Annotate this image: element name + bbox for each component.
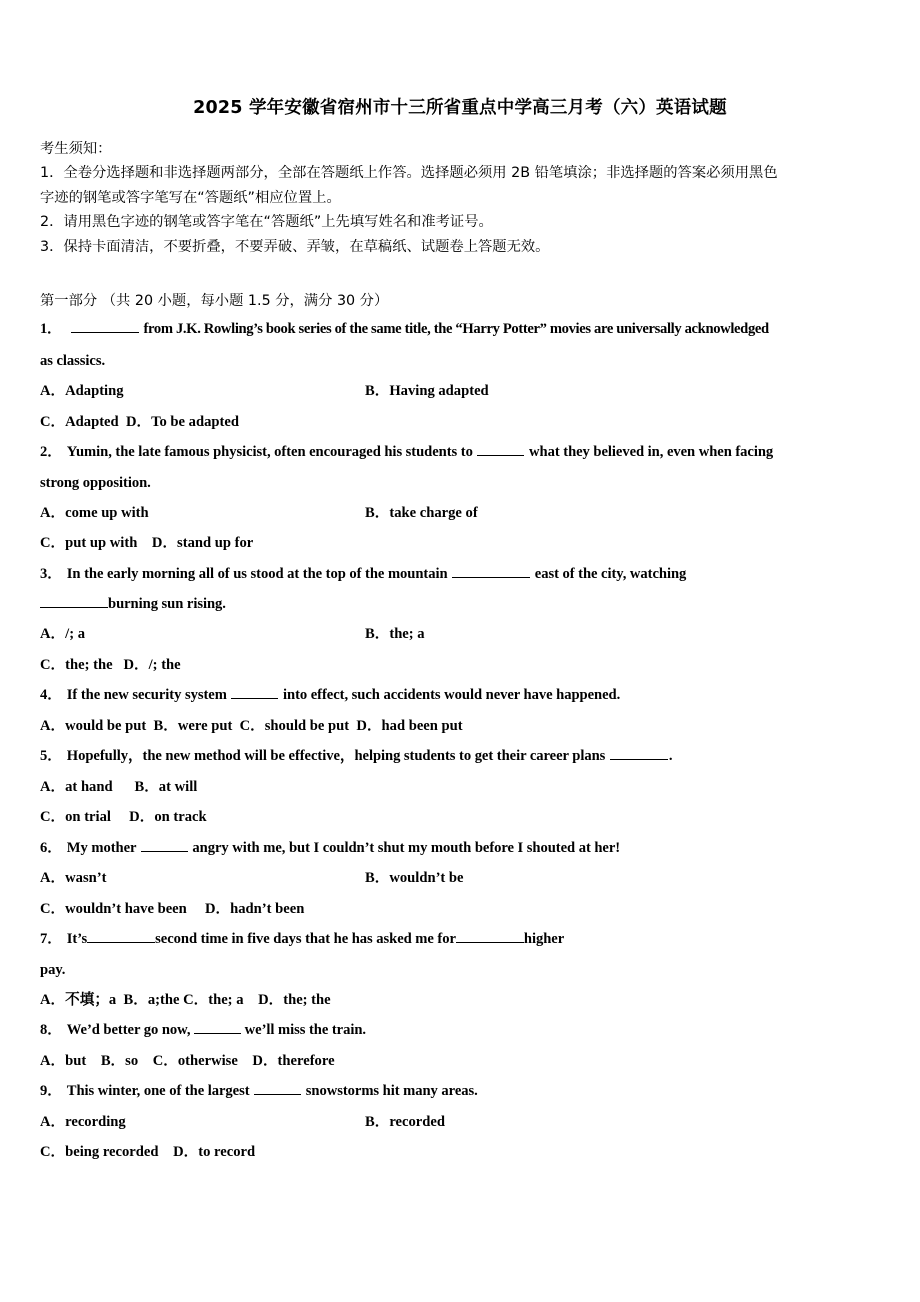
question-1-options-row-2[interactable]: C．Adapted D．To be adapted <box>40 413 239 430</box>
answer-blank[interactable] <box>40 594 108 608</box>
option-a[interactable]: A．recording <box>40 1113 126 1130</box>
question-3-stem-cont <box>40 589 880 619</box>
notice-item-2: 2．请用黑色字迹的钢笔或答字笔在“答题纸”上先填写姓名和准考证号。 <box>40 214 493 231</box>
page-title: 2025 学年安徽省宿州市十三所省重点中学高三月考（六）英语试题 <box>193 98 727 118</box>
question-9-number: 9． <box>40 1083 62 1100</box>
question-8-options[interactable]: A．but B．so C．otherwise D．therefore <box>40 1052 335 1069</box>
answer-blank[interactable] <box>477 442 524 456</box>
question-7-stem-text-2: second time in five days that he has asked me for <box>155 931 456 948</box>
question-9-stem-text-2: snowstorms hit many areas. <box>305 1083 478 1100</box>
question-9-options-row-1 <box>40 1107 880 1138</box>
question-5-stem-text-2: . <box>668 748 673 765</box>
question-5-number: 5． <box>40 748 62 765</box>
question-9-stem <box>40 1076 880 1107</box>
option-a[interactable]: A．wasn’t <box>40 870 107 887</box>
answer-blank[interactable] <box>231 685 278 699</box>
answer-blank[interactable] <box>87 929 155 943</box>
question-2-stem-text-2: what they believed in, even when facing <box>529 444 774 461</box>
question-5-options-row-1[interactable]: A．at hand B．at will <box>40 778 198 795</box>
question-4-stem <box>40 680 880 711</box>
section-heading-part-one: 第一部分 （共 20 小题，每小题 1.5 分，满分 30 分） <box>40 293 389 310</box>
question-6-stem-text-1: My mother <box>66 839 137 856</box>
notice-item-1-cont: 字迹的钢笔或答字笔写在“答题纸”相应位置上。 <box>40 189 341 206</box>
question-4 <box>40 680 880 741</box>
question-7-options[interactable]: A．不填；a B．a;the C．the; a D．the; the <box>40 991 331 1008</box>
question-5-options-row-2[interactable]: C．on trial D．on track <box>40 809 207 826</box>
option-b[interactable]: B．take charge of <box>365 504 478 521</box>
answer-blank[interactable] <box>254 1081 301 1095</box>
question-3-stem-cont-text: burning sun rising. <box>108 596 226 613</box>
question-4-stem-text-1: If the new security system <box>66 687 227 704</box>
question-3-number: 3． <box>40 565 62 582</box>
question-3-options-row-2[interactable]: C．the; the D．/; the <box>40 656 181 673</box>
question-8-stem <box>40 1015 880 1046</box>
option-b[interactable]: B．Having adapted <box>365 383 489 400</box>
question-7-number: 7． <box>40 931 62 948</box>
question-3-stem <box>40 559 880 590</box>
question-2-options-row-2[interactable]: C．put up with D．stand up for <box>40 535 254 552</box>
question-1-stem <box>40 313 880 346</box>
question-4-options[interactable]: A．would be put B．were put C．should be put D．had been put <box>40 717 463 734</box>
question-3-stem-text-1: In the early morning all of us stood at the top of the mountain <box>66 565 448 582</box>
option-b[interactable]: B．the; a <box>365 626 425 643</box>
question-9-stem-text-1: This winter, one of the largest <box>66 1083 250 1100</box>
notice-item-1: 1．全卷分选择题和非选择题两部分，全部在答题纸上作答。选择题必须用 2B 铅笔填涂；非选择题的答案必须用黑色 <box>40 165 778 182</box>
question-9-options-row-2[interactable]: C．being recorded D．to record <box>40 1144 256 1161</box>
question-3-stem-text-2: east of the city, watching <box>534 565 687 582</box>
question-6-options-row-2[interactable]: C．wouldn’t have been D．hadn’t been <box>40 900 305 917</box>
question-1-stem-cont: as classics. <box>40 353 106 370</box>
question-1-options-row-1 <box>40 376 880 407</box>
question-7-stem <box>40 924 880 955</box>
question-4-stem-text-2: into effect, such accidents would never have happened. <box>283 687 621 704</box>
answer-blank[interactable] <box>194 1020 241 1034</box>
question-7-stem-text-3: higher <box>523 931 565 948</box>
question-2 <box>40 437 880 559</box>
question-4-number: 4． <box>40 687 62 704</box>
option-a[interactable]: A．Adapting <box>40 383 124 400</box>
question-6 <box>40 833 880 925</box>
option-a[interactable]: A．come up with <box>40 504 149 521</box>
option-b[interactable]: B．wouldn’t be <box>365 870 464 887</box>
question-6-number: 6． <box>40 839 62 856</box>
answer-blank[interactable] <box>141 837 188 851</box>
question-7-stem-cont: pay. <box>40 961 66 978</box>
question-2-stem <box>40 437 880 468</box>
notice-item-3: 3．保持卡面清洁，不要折叠，不要弄破、弄皱，在草稿纸、试题卷上答题无效。 <box>40 238 550 255</box>
answer-blank[interactable] <box>456 929 524 943</box>
question-3 <box>40 559 880 681</box>
question-1 <box>40 313 880 437</box>
answer-blank[interactable] <box>71 319 139 333</box>
question-2-stem-cont: strong opposition. <box>40 474 151 491</box>
question-9 <box>40 1076 880 1168</box>
question-5 <box>40 741 880 833</box>
question-3-options-row-1 <box>40 619 880 650</box>
option-a[interactable]: A．/; a <box>40 626 85 643</box>
question-1-stem-text: from J.K. Rowling’s book series of the same title, the “Harry Potter” movies are universally acknowledged <box>143 321 769 338</box>
question-7 <box>40 924 880 1015</box>
question-6-options-row-1 <box>40 863 880 894</box>
question-8-stem-text-1: We’d better go now, <box>66 1022 191 1039</box>
question-5-stem <box>40 741 880 772</box>
option-b[interactable]: B．recorded <box>365 1113 445 1130</box>
question-5-stem-text-1: Hopefully，the new method will be effective，helping students to get their career plans <box>66 748 606 765</box>
question-2-stem-text-1: Yumin, the late famous physicist, often encouraged his students to <box>66 444 473 461</box>
question-7-stem-text-1: It’s <box>66 931 88 948</box>
question-2-number: 2． <box>40 444 62 461</box>
question-8-number: 8． <box>40 1022 62 1039</box>
question-1-number: 1． <box>40 321 62 338</box>
question-6-stem-text-2: angry with me, but I couldn’t shut my mouth before I shouted at her! <box>192 839 621 856</box>
question-6-stem <box>40 833 880 864</box>
question-8 <box>40 1015 880 1076</box>
question-8-stem-text-2: we’ll miss the train. <box>244 1022 367 1039</box>
candidate-notice <box>40 137 880 260</box>
notice-heading: 考生须知： <box>40 140 112 157</box>
answer-blank[interactable] <box>610 746 668 760</box>
answer-blank[interactable] <box>452 563 530 577</box>
question-2-options-row-1 <box>40 498 880 529</box>
